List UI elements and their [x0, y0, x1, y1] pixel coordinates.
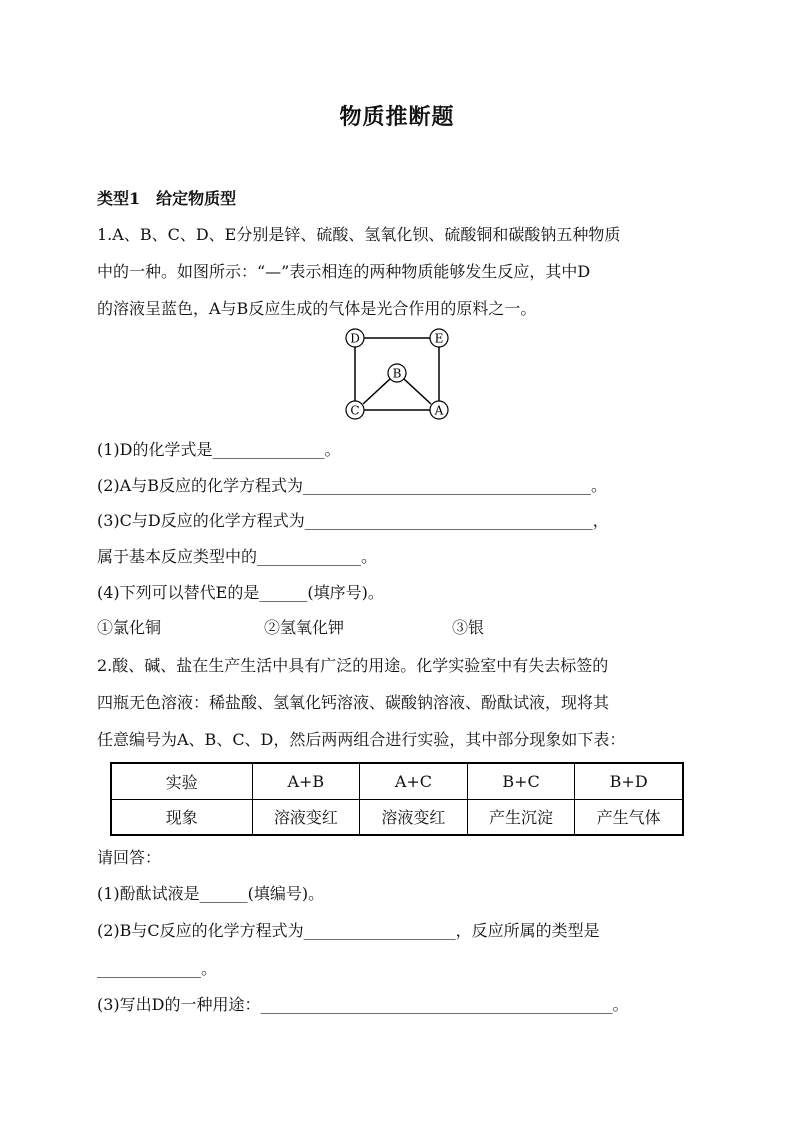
q1-sub3: (3)C与D反应的化学方程式为____________________________________，: [97, 511, 609, 530]
page-title: 物质推断题: [339, 104, 455, 130]
node-label: B: [392, 366, 402, 381]
q1-stem-line: 的溶液呈蓝色，A与B反应生成的气体是光合作用的原料之一。: [97, 299, 537, 318]
table-cell: 溶液变红: [360, 799, 468, 835]
q2-sub1: (1)酚酞试液是______(填编号)。: [97, 884, 325, 903]
node-label: A: [434, 403, 444, 418]
table-cell: 产生沉淀: [467, 799, 575, 835]
q1-stem-line: 中的一种。如图所示：“—”表示相连的两种物质能够发生反应，其中D: [97, 262, 591, 281]
q2-stem-line: 任意编号为A、B、C、D，然后两两组合进行实验，其中部分现象如下表：: [97, 730, 626, 749]
q2-prompt: 请回答：: [97, 848, 162, 867]
edge-b-a: [404, 379, 431, 404]
reaction-diagram: [338, 325, 458, 425]
q1-sub4: (4)下列可以替代E的是______(填序号)。: [97, 583, 384, 602]
table-row: [111, 799, 683, 835]
q1-sub3-cont: 属于基本反应类型中的_____________。: [97, 547, 378, 566]
table-cell: B+D: [575, 763, 683, 799]
table-cell: 实验: [111, 763, 252, 799]
table-cell: A+C: [360, 763, 468, 799]
q1-stem-line: 1.A、B、C、D、E分别是锌、硫酸、氢氧化钡、硫酸铜和碳酸钠五种物质: [97, 225, 621, 244]
q2-stem-line: 四瓶无色溶液：稀盐酸、氢氧化钙溶液、碳酸钠溶液、酚酞试液，现将其: [97, 693, 610, 712]
option-item: ①氯化铜: [97, 618, 162, 637]
edge-c-b: [363, 379, 390, 404]
q2-sub2-cont: _____________。: [97, 959, 218, 978]
q2-stem-line: 2.酸、碱、盐在生产生活中具有广泛的用途。化学实验室中有失去标签的: [97, 656, 609, 675]
option-item: ③银: [452, 618, 485, 637]
table-row: [111, 763, 683, 799]
node-label: D: [350, 331, 360, 346]
option-item: ②氢氧化钾: [264, 618, 345, 637]
table-cell: 产生气体: [575, 799, 683, 835]
q1-sub1: (1)D的化学式是______________。: [97, 440, 341, 459]
q2-sub2: (2)B与C反应的化学方程式为___________________，反应所属的类型是: [97, 921, 600, 940]
q1-sub2: (2)A与B反应的化学方程式为____________________________________。: [97, 476, 607, 495]
q2-sub3: (3)写出D的一种用途：____________________________________________。: [97, 995, 629, 1014]
table-cell: 溶液变红: [252, 799, 360, 835]
node-label: C: [350, 403, 360, 418]
section-heading: 类型1 给定物质型: [97, 189, 237, 208]
table-cell: B+C: [467, 763, 575, 799]
table-cell: 现象: [111, 799, 252, 835]
results-table: [110, 762, 684, 836]
node-label: E: [434, 331, 444, 346]
table-cell: A+B: [252, 763, 360, 799]
